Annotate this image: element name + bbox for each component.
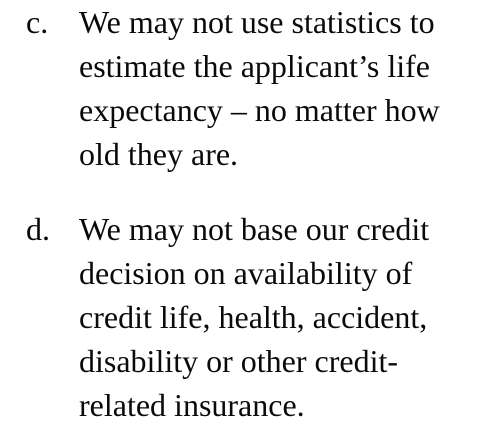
text-line: disability or other credit- (79, 343, 399, 379)
list-item-text (79, 207, 429, 427)
text-line: estimate the applicant’s life (79, 48, 430, 84)
list-marker: d. (26, 211, 50, 247)
list-marker: c. (26, 4, 49, 40)
text-line: expectancy – no matter how (79, 92, 440, 128)
list-item-text (79, 0, 440, 176)
text-line: decision on availability of (79, 255, 413, 291)
text-line: credit life, health, accident, (79, 299, 428, 335)
text-line: related insurance. (79, 387, 305, 423)
text-line: old they are. (79, 136, 239, 172)
text-line: We may not use statistics to (79, 4, 435, 40)
text-line: We may not base our credit (79, 211, 430, 247)
